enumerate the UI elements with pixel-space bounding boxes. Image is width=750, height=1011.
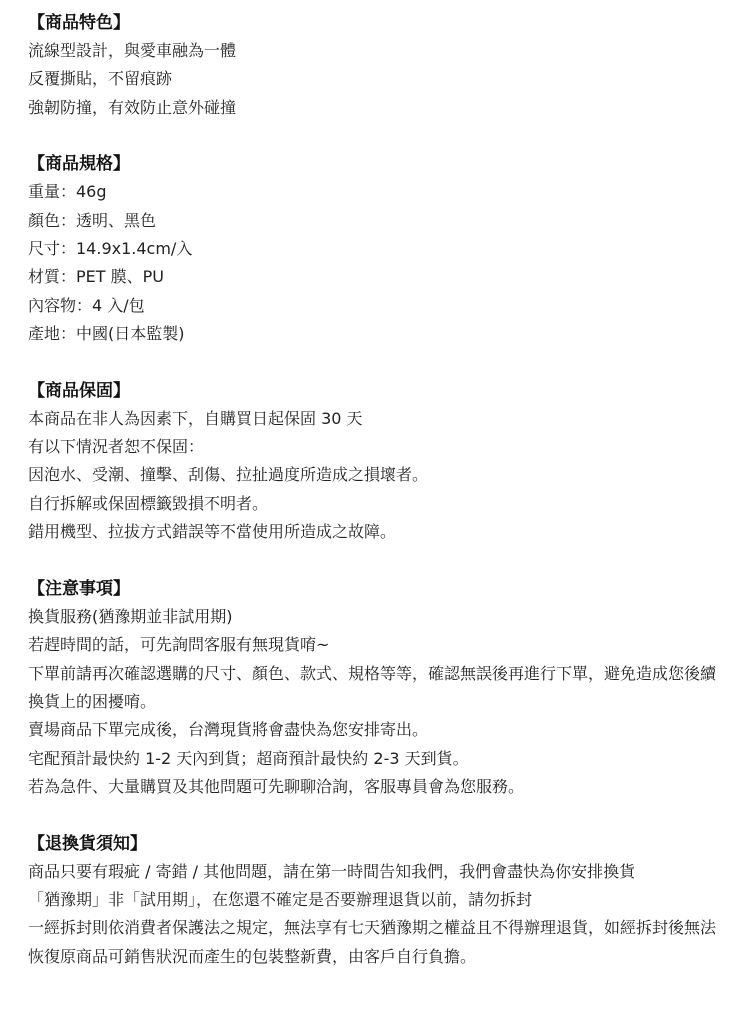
text-line: 宅配預計最快約 1-2 天內到貨；超商預計最快約 2-3 天到貨。	[28, 748, 469, 768]
text-line: 強韌防撞，有效防止意外碰撞	[28, 97, 237, 117]
text-line: 有以下情況者恕不保固：	[28, 437, 205, 457]
text-line: 商品只要有瑕疵 / 寄錯 / 其他問題，請在第一時間告知我們，我們會盡快為你安排換貨	[28, 861, 636, 881]
text-line: 換貨服務(猶豫期並非試用期)	[28, 606, 233, 626]
text-line: 若趕時間的話，可先詢問客服有無現貨唷~	[28, 635, 330, 655]
spec-color: 顏色：透明、黑色	[28, 210, 157, 230]
text-line: 本商品在非人為因素下，自購買日起保固 30 天	[28, 408, 363, 428]
section-returns	[28, 830, 724, 972]
section-warranty	[28, 377, 724, 547]
spec-weight: 重量：46g	[28, 182, 107, 202]
spec-size: 尺寸：14.9x1.4cm/入	[28, 239, 193, 259]
text-line: 因泡水、受潮、撞擊、刮傷、拉扯過度所造成之損壞者。	[28, 465, 429, 485]
section-heading: 【退換貨須知】	[28, 833, 147, 854]
section-heading: 【商品特色】	[28, 13, 130, 33]
text-line: 自行拆解或保固標籤毀損不明者。	[28, 493, 269, 513]
text-line: 反覆撕貼，不留痕跡	[28, 69, 173, 89]
spec-material: 材質：PET 膜、PU	[28, 267, 164, 287]
section-specifications	[28, 150, 724, 348]
section-notes	[28, 575, 724, 802]
section-features	[28, 9, 724, 122]
spec-origin: 產地：中國(日本監製)	[28, 324, 185, 344]
text-line: 賣場商品下單完成後，台灣現貨將會盡快為您安排寄出。	[28, 720, 429, 740]
spec-contents: 內容物：4 入/包	[28, 295, 145, 315]
text-line: 「猶豫期」非「試用期」，在您還不確定是否要辦理退貨以前，請勿拆封	[28, 889, 533, 909]
text-line: 下單前請再次確認選購的尺寸、顏色、款式、規格等等，確認無誤後再進行下單，避免造成您後續換貨上的困擾唷。	[28, 663, 717, 711]
text-line: 流線型設計，與愛車融為一體	[28, 41, 237, 60]
text-line: 錯用機型、拉拔方式錯誤等不當使用所造成之故障。	[28, 522, 397, 542]
section-heading: 【商品保固】	[28, 380, 130, 401]
section-heading: 【商品規格】	[28, 154, 130, 175]
text-line: 一經拆封則依消費者保護法之規定，無法享有七天猶豫期之權益且不得辦理退貨，如經拆封後無法恢復原商品可銷售狀況而產生的包裝整新費，由客戶自行負擔。	[28, 918, 717, 966]
section-heading: 【注意事項】	[28, 578, 130, 599]
text-line: 若為急件、大量購買及其他問題可先聊聊洽詢，客服專員會為您服務。	[28, 777, 525, 797]
